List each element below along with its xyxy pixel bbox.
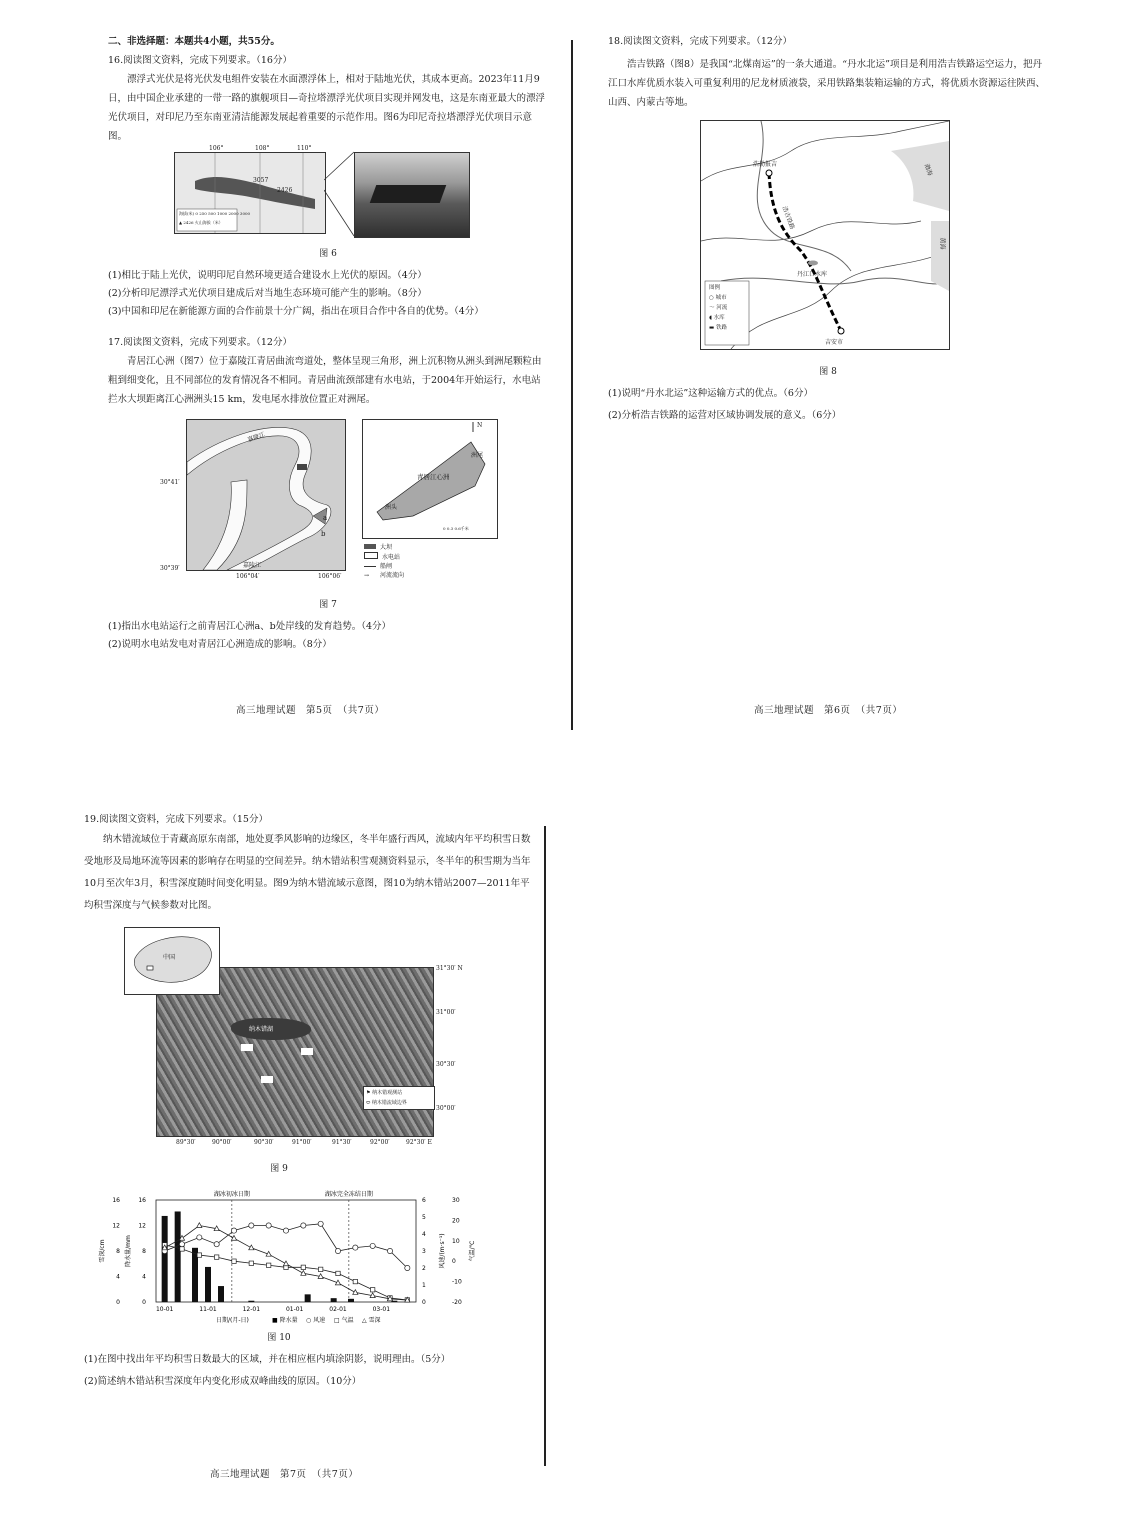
q17-sub2: (2)说明水电站发电对青居江心洲造成的影响。（8分） <box>108 639 332 650</box>
y-axis-label: 雪深/cm <box>99 1239 106 1263</box>
lon-label-7: 92°30′ E <box>406 1139 432 1146</box>
fig8-map <box>700 120 950 350</box>
fig6-lon-3: 110° <box>297 145 312 152</box>
city-haolebaoji <box>766 170 772 176</box>
footer-page-6: 高三地理试题 第6页 （共7页） <box>754 705 903 716</box>
inset-island-label: 青居江心洲 <box>417 473 450 481</box>
temp-point <box>249 1261 253 1265</box>
precip-bar <box>331 1298 337 1302</box>
footer-page-7: 高三地理试题 第7页 （共7页） <box>210 1469 359 1480</box>
q18-sub1: (1)说明“丹水北运”这种运输方式的优点。（6分） <box>608 388 813 399</box>
y-tick-label: 5 <box>422 1214 426 1221</box>
legend-station: ⚑ 纳木错观测站 <box>366 1090 403 1096</box>
fig8-caption: 图 8 <box>819 367 837 377</box>
column-divider-bottom <box>544 826 546 1466</box>
q19-paragraph: 纳木错流域位于青藏高原东南部，地处夏季风影响的边缘区，冬半年盛行西风，流域内年平均积雪日数受地形及局地环流等因素的影响存在明显的空间差异。纳木错站积雪观测资料显示，冬半年的积雪期为当年10月至次年3月，积雪深度随时间变化明显。图9为纳木错流域示意图，图10为纳木错站2007—2011年平均积雪深度与气候参数对比图。 <box>84 834 531 911</box>
dam-symbol <box>297 464 307 470</box>
column-divider-top <box>571 40 573 730</box>
x-tick-label: 10-01 <box>155 1306 174 1313</box>
fig7-point-b: b <box>321 530 326 538</box>
q18-prompt: 18.阅读图文资料，完成下列要求。（12分） <box>608 36 792 47</box>
fig9-china-inset <box>124 927 220 995</box>
lon-label-6: 92°00′ <box>370 1139 390 1146</box>
temp-point <box>336 1271 340 1275</box>
legend-entry: △ 雪深 <box>362 1317 381 1324</box>
legend-reservoir: ◖ 水库 <box>709 315 725 321</box>
x-axis-label: 日期/(月-日) <box>216 1317 249 1324</box>
q19-sub2: (2)简述纳木错站积雪深度年内变化形成双峰曲线的原因。（10分） <box>84 1376 362 1387</box>
fig8-map-svg <box>701 121 949 349</box>
y-tick-label: 3 <box>422 1248 426 1255</box>
wind-point <box>249 1223 254 1228</box>
legend-entry: □ 气温 <box>334 1317 354 1324</box>
q16-prompt: 16.阅读图文资料，完成下列要求。（16分） <box>108 55 292 66</box>
fig10-chart <box>84 1184 484 1326</box>
temp-point <box>232 1259 236 1263</box>
fig6-photo <box>354 152 470 238</box>
q18-sub2: (2)分析浩吉铁路的运营对区域协调发展的意义。（6分） <box>608 410 842 421</box>
label-yellow-sea: 黄海 <box>938 237 946 250</box>
legend-title: 图例 <box>709 285 721 291</box>
lon-label-2: 90°00′ <box>212 1139 232 1146</box>
section-heading: 二、非选择题：本题共4小题，共55分。 <box>108 36 280 47</box>
temp-point <box>266 1263 270 1267</box>
fig6-legend-1: 海拔(米) 0 250 500 1000 2000 3000 <box>179 211 251 216</box>
q17-prompt: 17.阅读图文资料，完成下列要求。（12分） <box>108 337 292 348</box>
study-area-marker <box>147 966 153 970</box>
x-tick-label: 02-01 <box>329 1306 347 1313</box>
wind-point <box>335 1248 340 1253</box>
y-tick-label: 12 <box>138 1222 146 1230</box>
wind-point <box>370 1243 375 1248</box>
fig6-lon-2: 108° <box>255 145 270 152</box>
y-axis-label: 气温/℃ <box>469 1240 476 1262</box>
figure-9 <box>84 927 534 1157</box>
fig7-caption: 图 7 <box>319 600 337 610</box>
precip-bar <box>248 1301 254 1302</box>
snow-point <box>249 1245 254 1250</box>
yangtze-river <box>721 278 949 284</box>
y-tick-label: 16 <box>112 1197 120 1204</box>
temp-point <box>353 1279 357 1283</box>
china-label: 中国 <box>163 954 176 961</box>
fig7-map-svg <box>187 420 345 570</box>
north-arrow-label: N <box>477 422 483 429</box>
fig8-legend <box>709 283 727 333</box>
y-tick-label: 4 <box>116 1273 120 1281</box>
danjiangkou-reservoir <box>808 261 818 266</box>
q19-sub1: (1)在图中找出年平均积雪日数最大的区域，并在相应框内填涂阴影，说明理由。（5分） <box>84 1354 451 1365</box>
q16-paragraph: 漂浮式光伏是将光伏发电组件安装在水面漂浮体上，相对于陆地光伏，其成本更高。2023年11月9日，由中国企业承建的一带一路的旗舰项目—奇拉塔漂浮光伏项目实现并网发电，这是东南亚最大的漂浮光伏项目，对印尼乃至东南亚清洁能源发展起着重要的示范作用。图6为印尼奇拉塔漂浮光伏项目示意图。 <box>108 74 546 142</box>
box-3[interactable] <box>261 1076 273 1083</box>
wind-point <box>405 1265 410 1270</box>
legend-entry: ○ 风速 <box>306 1317 326 1324</box>
page-7 <box>84 810 534 1391</box>
label-haolebaoji: 浩勒报吉 <box>753 161 778 168</box>
legend-city: ○ 城市 <box>709 295 727 301</box>
fig7-lon-1: 106°04′ <box>236 573 260 580</box>
inset-head-label: 洲头 <box>385 504 398 511</box>
annotation-label: 湖冰初冰日期 <box>213 1191 250 1198</box>
q16-sub3: (3)中国和印尼在新能源方面的合作前景十分广阔，指出在项目合作中各自的优势。（4分） <box>108 306 484 317</box>
page-6 <box>608 32 1048 425</box>
fig7-point-a: a <box>323 514 328 522</box>
y-tick-label: 16 <box>138 1197 146 1204</box>
temp-point <box>180 1247 184 1251</box>
temp-point <box>214 1255 218 1259</box>
x-tick-label: 12-01 <box>242 1306 261 1313</box>
bohai-sea <box>891 141 949 211</box>
y-tick-label: 0 <box>116 1299 120 1306</box>
y-tick-label: 0 <box>142 1299 146 1306</box>
lat-label-1: 31°30′ N <box>436 965 463 972</box>
fig9-legend <box>363 1086 435 1110</box>
fig9-caption: 图 9 <box>270 1164 288 1174</box>
fig7-inset <box>362 419 498 539</box>
city-jian <box>838 328 844 334</box>
wind-point <box>318 1221 323 1226</box>
jialing-river <box>187 427 331 570</box>
precip-bar <box>305 1294 311 1302</box>
fig6-elev-1: 3057 <box>253 177 269 184</box>
label-railway: 浩吉铁路 <box>780 205 796 231</box>
fig6-caption: 图 6 <box>319 249 337 259</box>
snow-point <box>197 1223 202 1228</box>
y-tick-label: 2 <box>422 1265 426 1272</box>
figure-8 <box>608 120 1048 360</box>
x-tick-label: 01-01 <box>285 1306 304 1313</box>
label-reservoir: 丹江口水库 <box>797 271 828 278</box>
y-tick-label: 30 <box>452 1197 460 1204</box>
y-tick-label: 1 <box>422 1282 426 1289</box>
china-outline-svg <box>125 928 219 994</box>
snow-point <box>301 1271 306 1276</box>
y-tick-label: 8 <box>116 1248 120 1255</box>
precip-bar <box>175 1211 181 1302</box>
legend-entry: ■ 降水量 <box>272 1317 298 1324</box>
fig7-river-1: 嘉陵江 <box>246 431 267 444</box>
lon-label-1: 89°30′ <box>176 1139 196 1146</box>
fig7-map <box>186 419 346 571</box>
page-5 <box>108 32 548 654</box>
y-tick-label: 4 <box>142 1273 146 1281</box>
precip-bar <box>218 1286 224 1302</box>
wind-point <box>231 1228 236 1233</box>
fig6-legend-2: ▲ 2426 火山海拔（米） <box>179 220 223 225</box>
fig6-map <box>174 145 326 234</box>
lake-label: 纳木错湖 <box>249 1026 274 1033</box>
fig6-elev-2: 2426 <box>277 187 293 194</box>
fig10-caption: 图 10 <box>267 1333 291 1343</box>
floating-panels <box>370 185 447 203</box>
lat-label-3: 30°30′ <box>436 1061 456 1068</box>
wind-point <box>353 1245 358 1250</box>
fig7-lat-1: 30°41′ <box>160 479 180 486</box>
wind-point <box>283 1228 288 1233</box>
figure-6 <box>108 145 548 242</box>
temp-point <box>370 1288 374 1292</box>
box-1[interactable] <box>241 1044 253 1051</box>
fig6-lon-1: 106° <box>209 145 224 152</box>
x-tick-label: 03-01 <box>372 1306 391 1313</box>
snow-point <box>283 1261 288 1266</box>
y-tick-label: 8 <box>142 1248 146 1255</box>
fig7-lon-2: 106°06′ <box>318 573 342 580</box>
lon-label-4: 91°00′ <box>292 1139 312 1146</box>
inset-tail-label: 洲尾 <box>471 452 484 459</box>
yellow-sea <box>931 221 949 291</box>
y-tick-label: 0 <box>422 1299 426 1306</box>
legend-flow: → 河流流向 <box>364 572 405 579</box>
lat-label-2: 31°00′ <box>436 1009 456 1016</box>
fig7-legend <box>364 543 404 580</box>
legend-rail: ▬ 铁路 <box>709 325 727 331</box>
q16-sub1: (1)相比于陆上光伏，说明印尼自然环境更适合建设水上光伏的原因。（4分） <box>108 270 427 281</box>
y-tick-label: 12 <box>112 1222 120 1230</box>
wind-point <box>266 1223 271 1228</box>
wind-point <box>301 1223 306 1228</box>
box-2[interactable] <box>301 1048 313 1055</box>
figure-7 <box>108 415 548 593</box>
temp-point <box>197 1253 201 1257</box>
y-tick-label: -10 <box>452 1278 462 1286</box>
wind-point <box>197 1235 202 1240</box>
legend-dam: 大坝 <box>364 543 404 552</box>
river-branch <box>203 480 247 570</box>
footer-page-5: 高三地理试题 第5页 （共7页） <box>236 705 385 716</box>
legend-river: ～ 河流 <box>709 305 728 311</box>
temp-point <box>301 1265 305 1269</box>
fig6-connector <box>324 150 356 240</box>
fig7-river-2: 嘉陵江 <box>243 562 262 569</box>
legend-station: 水电站 <box>364 552 404 562</box>
q17-sub1: (1)指出水电站运行之前青居江心洲a、b处岸线的发育趋势。（4分） <box>108 621 391 632</box>
lon-label-3: 90°30′ <box>254 1139 274 1146</box>
fig7-lat-2: 30°39′ <box>160 565 180 572</box>
label-bohai: 渤海 <box>922 162 934 177</box>
y-tick-label: 6 <box>422 1197 426 1204</box>
province-border <box>701 221 921 241</box>
q18-paragraph: 浩吉铁路（图8）是我国“北煤南运”的一条大通道。“丹水北运”项目是利用浩吉铁路运空运力，把丹江口水库优质水装入可重复利用的尼龙材质液袋，采用铁路集装箱运输的方式，将优质水资源运往陕西、山西、内蒙古等地。 <box>608 59 1046 108</box>
y-tick-label: 10 <box>452 1237 460 1245</box>
legend-boundary: ⬭ 纳木错流域边界 <box>366 1100 407 1106</box>
annotation-label: 湖冰完全冻结日期 <box>324 1191 373 1198</box>
snow-point <box>353 1290 358 1295</box>
precip-bar <box>205 1267 211 1302</box>
q16-sub2: (2)分析印尼漂浮式光伏项目建成后对当地生态环境可能产生的影响。（8分） <box>108 288 427 299</box>
precip-bar <box>162 1216 168 1302</box>
wind-point <box>214 1242 219 1247</box>
lat-label-4: 30°00′ <box>436 1105 456 1112</box>
q19-prompt: 19.阅读图文资料，完成下列要求。（15分） <box>84 814 268 825</box>
lon-label-5: 91°30′ <box>332 1139 352 1146</box>
y-tick-label: 0 <box>452 1258 456 1266</box>
label-jian: 吉安市 <box>825 339 844 346</box>
y-axis-label: 降水量/mm <box>125 1235 132 1267</box>
legend-lock: 船闸 <box>364 562 404 571</box>
figure-10 <box>84 1184 534 1326</box>
haoji-railway <box>769 173 841 331</box>
wind-point <box>387 1248 392 1253</box>
y-tick-label: 20 <box>452 1217 460 1225</box>
q17-paragraph: 青居江心洲（图7）位于嘉陵江青居曲流弯道处，整体呈现三角形，洲上沉积物从洲头到洲尾颗粒由粗到细变化，且不同部位的发育情况各不相同。青居曲流颈部建有水电站，于2004年开始运行，水电站拦水大坝距离江心洲洲头15 km，发电尾水排放位置正对洲尾。 <box>108 356 542 405</box>
wind-point <box>179 1242 184 1247</box>
y-tick-label: -20 <box>452 1299 462 1306</box>
y-axis-label: 风速/(m·s⁻¹) <box>439 1233 446 1269</box>
x-tick-label: 11-01 <box>199 1306 217 1313</box>
inset-scale: 0 0.3 0.6千米 <box>443 526 469 531</box>
precip-bar <box>348 1299 354 1302</box>
temp-point <box>318 1267 322 1271</box>
y-tick-label: 4 <box>422 1231 426 1238</box>
